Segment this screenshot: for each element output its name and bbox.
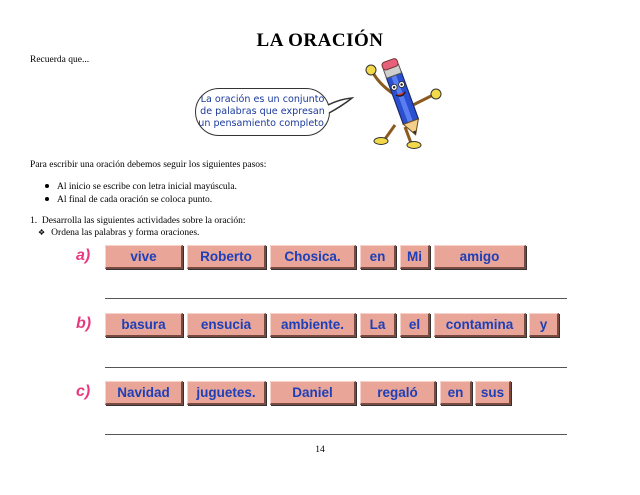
steps-intro: Para escribir una oración debemos seguir los siguientes pasos:	[30, 160, 267, 170]
word-tile[interactable]: Navidad	[105, 381, 183, 405]
bubble-line: un pensamiento completo.	[198, 118, 327, 129]
word-tile[interactable]: Roberto	[187, 245, 266, 269]
answer-line[interactable]	[105, 434, 567, 435]
page-number: 14	[315, 445, 325, 455]
row-label-b: b)	[76, 315, 92, 332]
answer-line[interactable]	[105, 367, 567, 368]
word-tile[interactable]: contamina	[434, 313, 526, 337]
word-tile[interactable]: vive	[105, 245, 183, 269]
word-tile[interactable]: y	[529, 313, 559, 337]
word-tile[interactable]: ambiente.	[270, 313, 356, 337]
speech-bubble	[195, 88, 330, 136]
pencil-character-icon	[355, 55, 450, 150]
bullet-text: Al final de cada oración se coloca punto.	[57, 195, 213, 205]
word-tile[interactable]: regaló	[360, 381, 436, 405]
row-label-c: c)	[76, 383, 91, 400]
diamond-bullet-icon: ❖	[38, 228, 46, 237]
bullet-icon	[45, 184, 49, 188]
answer-line[interactable]	[105, 298, 567, 299]
bullet-item	[45, 195, 212, 205]
word-tile[interactable]: en	[440, 381, 472, 405]
word-tile[interactable]: el	[400, 313, 430, 337]
activity-number: 1.	[30, 216, 38, 226]
word-tile[interactable]: basura	[105, 313, 183, 337]
word-tile[interactable]: en	[360, 245, 396, 269]
word-tile[interactable]: amigo	[434, 245, 526, 269]
activity-heading	[30, 216, 246, 226]
subtask	[38, 228, 199, 238]
word-tile[interactable]: sus	[475, 381, 511, 405]
intro-text: Recuerda que...	[30, 55, 90, 65]
activity-text: Desarrolla las siguientes actividades sobre la oración:	[41, 216, 246, 226]
word-tile[interactable]: juguetes.	[187, 381, 266, 405]
word-tile[interactable]: Mi	[400, 245, 430, 269]
bubble-line: La oración es un conjunto	[200, 94, 325, 105]
word-tile[interactable]: Daniel	[270, 381, 356, 405]
bullet-text: Al inicio se escribe con letra inicial mayúscula.	[57, 182, 237, 192]
bullet-icon	[45, 197, 49, 201]
word-tile[interactable]: La	[360, 313, 396, 337]
row-label-a: a)	[76, 247, 91, 264]
word-tile[interactable]: ensucia	[187, 313, 266, 337]
bubble-tail-icon	[326, 97, 356, 117]
word-tile[interactable]: Chosica.	[270, 245, 356, 269]
bullet-item	[45, 182, 237, 192]
page-title: LA ORACIÓN	[256, 30, 384, 51]
subtask-text: Ordena las palabras y forma oraciones.	[51, 228, 200, 238]
bubble-line: de palabras que expresan	[200, 106, 325, 117]
